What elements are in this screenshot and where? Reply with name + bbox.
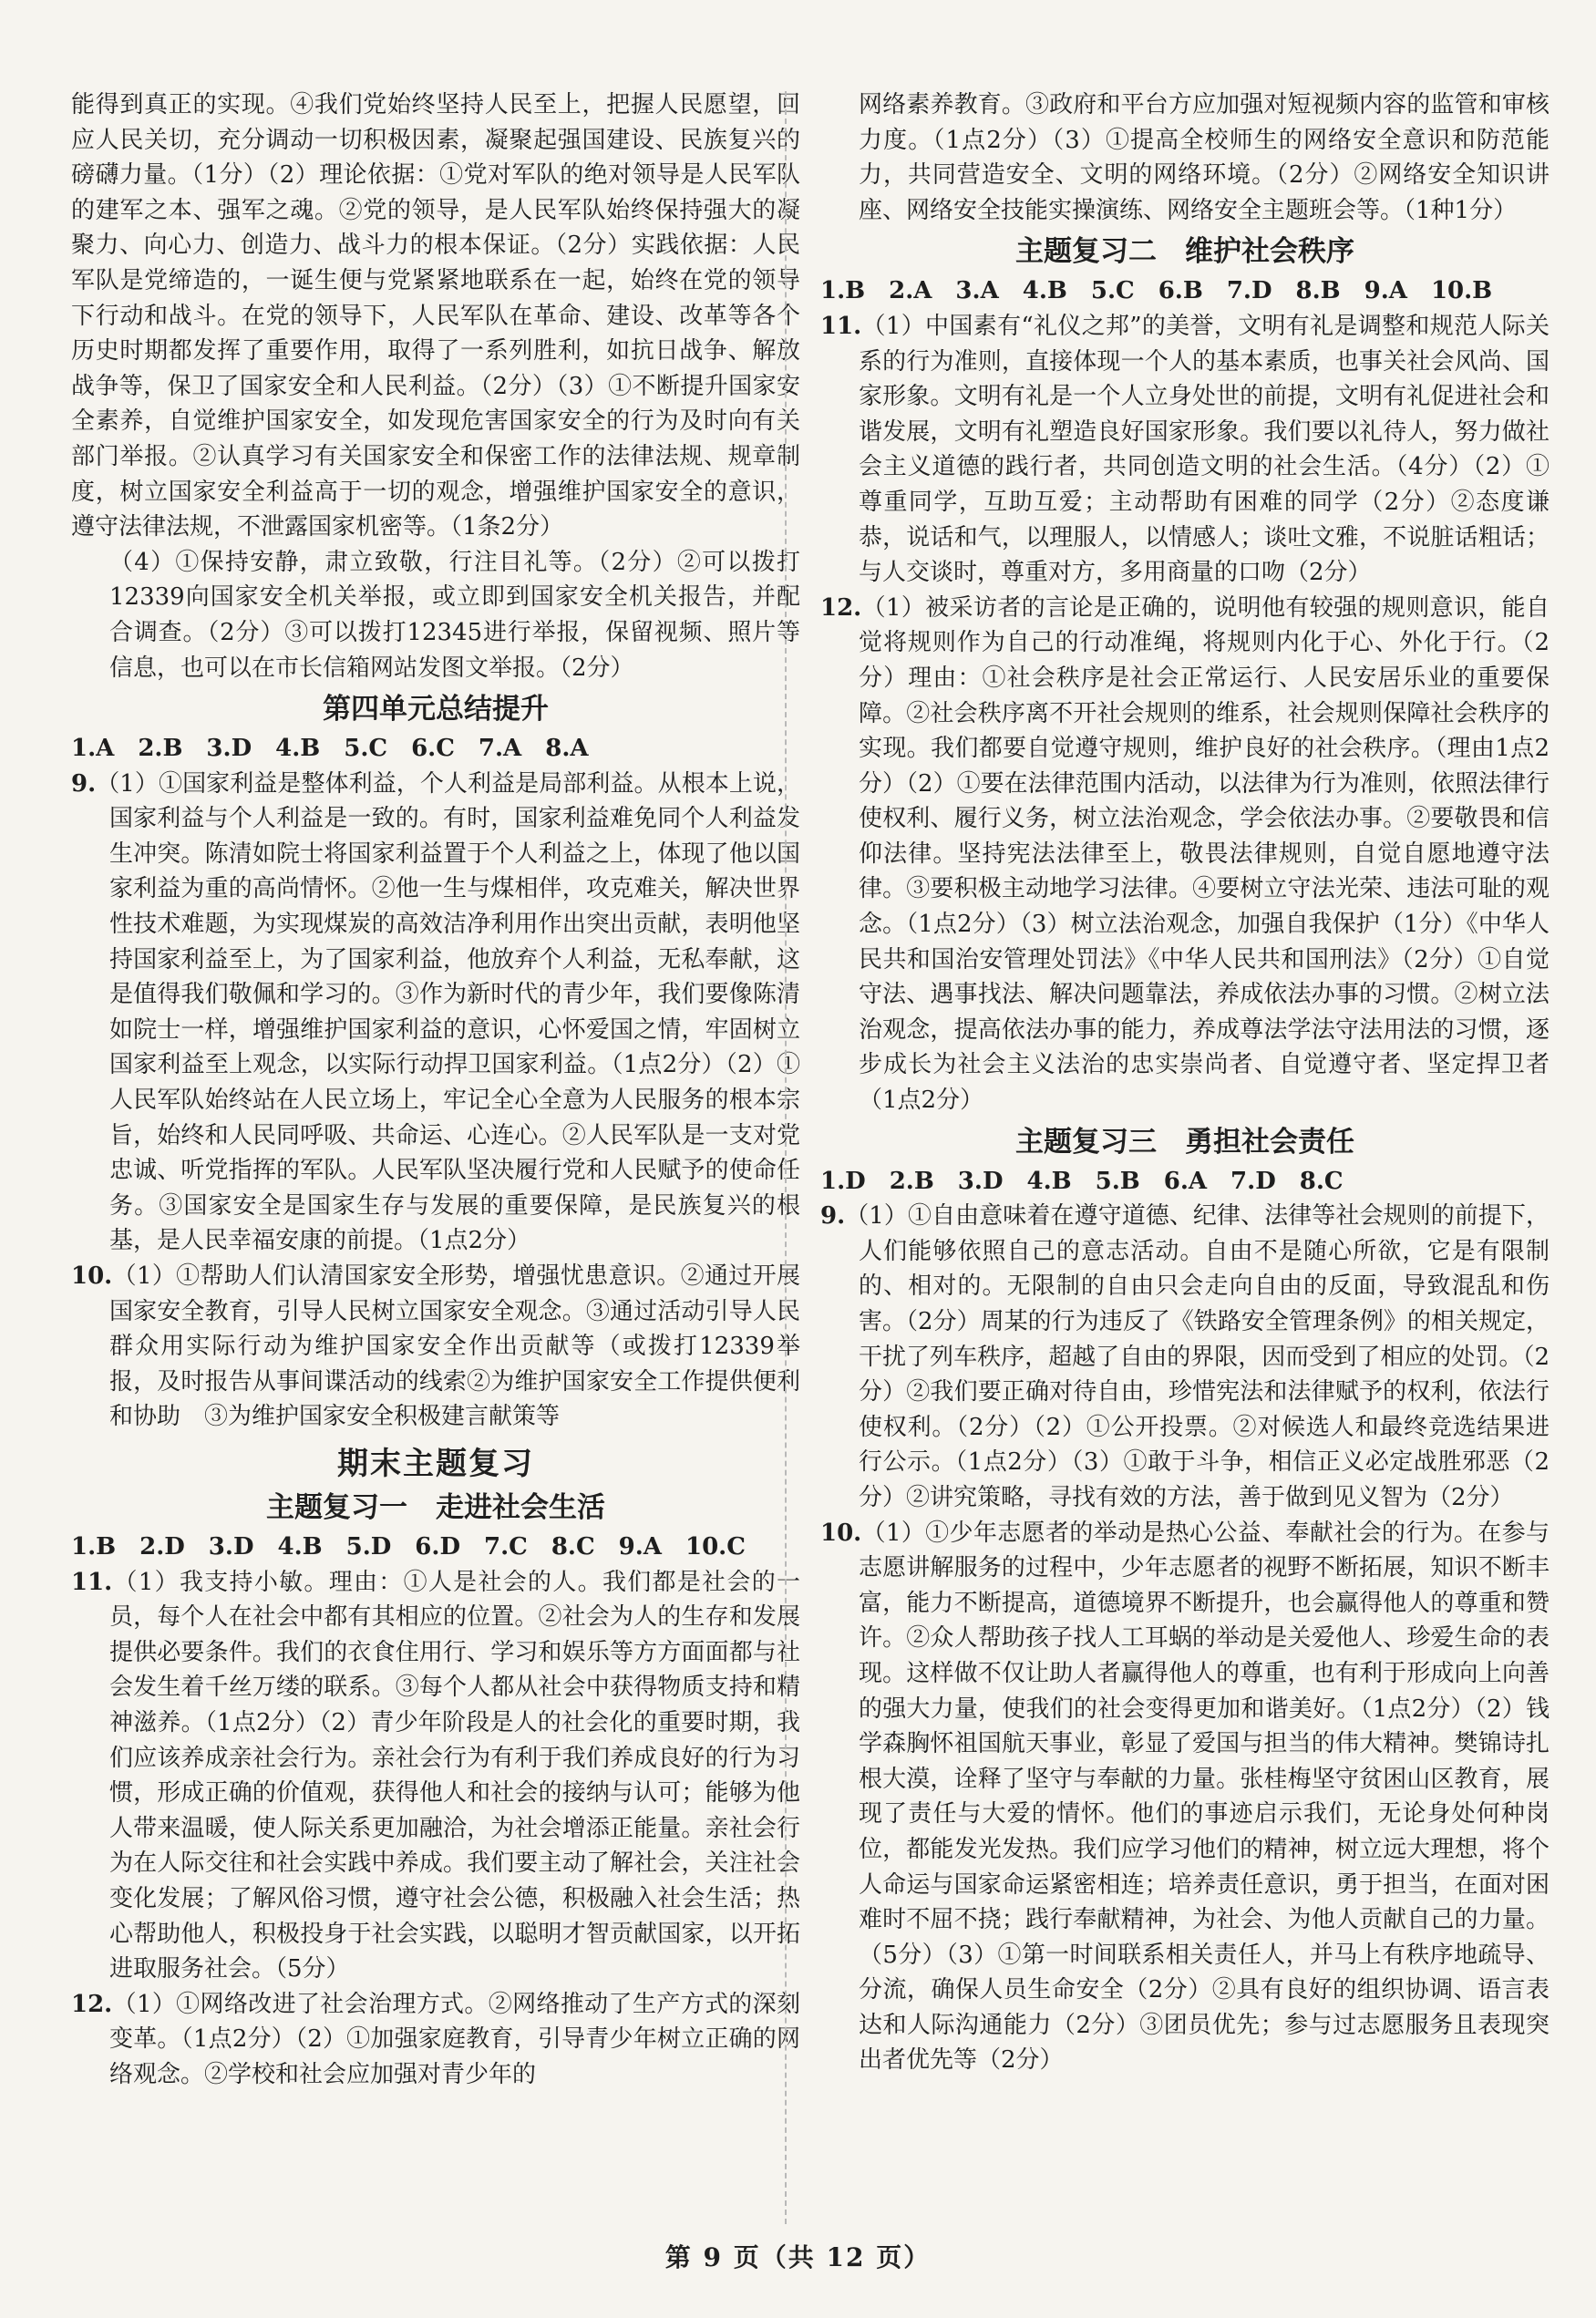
answer-continuation: 网络素养教育。③政府和平台方应加强对短视频内容的监管和审核力度。（1点2分）（3）①提高全校师生的网络安全意识和防范能力，共同营造安全、文明的网络环境。（2分）②网络安全知识讲座、网络安全技能实操演练、网络安全主题班会等。（1种1分） — [859, 91, 1550, 224]
answer-text: （1）①网络改进了社会治理方式。②网络推动了生产方式的深刻变革。（1点2分）（2）①加强家庭教育，引导青少年树立正确的网络观念。②学校和社会应加强对青少年的 — [109, 1990, 800, 2088]
question-answer — [820, 1199, 1550, 1515]
answer-continuation: （4）①保持安静，肃立致敬，行注目礼等。（2分）②可以拨打12339向国家安全机关举报，或立即到国家安全机关报告，并配合调查。（2分）③可以拨打12345进行举报，保留视频、照片等信息，也可以在市长信箱网站发图文举报。（2分） — [109, 548, 800, 682]
question-answer — [71, 1987, 800, 2093]
subsection-title: 主题复习一 走进社会生活 — [266, 1490, 605, 1524]
section-title: 期末主题复习 — [337, 1445, 534, 1482]
answer-text: （1）①国家利益是整体利益，个人利益是局部利益。从根本上说，国家利益与个人利益是一致的。有时，国家利益难免同个人利益发生冲突。陈清如院士将国家利益置于个人利益之上，体现了他以国家利益为重的高尚情怀。②他一生与煤相伴，攻克难关，解决世界性技术难题，为实现煤炭的高效洁净利用作出突出贡献，表明他坚持国家利益至上，为了国家利益，他放弃个人利益，无私奉献，这是值得我们敬佩和学习的。③作为新时代的青少年，我们要像陈清如院士一样，增强维护国家利益的意识，心怀爱国之情，牢固树立国家利益至上观念，以实际行动捍卫国家利益。（1点2分）（2）①人民军队始终站在人民立场上，牢记全心全意为人民服务的根本宗旨，始终和人民同呼吸、共命运、心连心。②人民军队是一支对党忠诚、听党指挥的军队。人民军队坚决履行党和人民赋予的使命任务。③国家安全是国家生存与发展的重要保障，是民族复兴的根基，是人民幸福安康的前提。（1点2分） — [96, 769, 800, 1255]
page-footer: 第 9 页（共 12 页） — [664, 2242, 932, 2272]
left-column — [71, 88, 800, 2092]
subsection-title: 第四单元总结提升 — [323, 693, 549, 726]
answer-paragraph: 能得到真正的实现。④我们党始终坚持人民至上，把握人民愿望，回应人民关切，充分调动一切积极因素，凝聚起强国建设、民族复兴的磅礴力量。（1分）（2）理论依据：①党对军队的绝对领导是人民军队的建军之本、强军之魂。②党的领导，是人民军队始终保持强大的凝聚力、向心力、创造力、战斗力的根本保证。（2分）实践依据：人民军队是党缔造的，一诞生便与党紧紧地联系在一起，始终在党的领导下行动和战斗。在党的领导下，人民军队在革命、建设、改革等各个历史时期都发挥了重要作用，取得了一系列胜利，如抗日战争、解放战争等，保卫了国家安全和人民利益。（2分）（3）①不断提升国家安全素养，自觉维护国家安全，如发现危害国家安全的行为及时向有关部门举报。②认真学习有关国家安全和保密工作的法律法规、规章制度，树立国家安全利益高于一切的观念，增强维护国家安全的意识，遵守法律法规，不泄露国家机密等。（1条2分） — [71, 91, 800, 541]
question-answer — [820, 309, 1550, 591]
subsection-title: 主题复习三 勇担社会责任 — [1015, 1125, 1354, 1159]
answer-text: （1）①帮助人们认清国家安全形势，增强忧患意识。②通过开展国家安全教育，引导人民树立国家安全观念。③通过活动引导人民群众用实际行动为维护国家安全作出贡献等（或拨打12339举报，及时报告从事间谍活动的线索②为维护国家安全工作提供便利和协助 ③为维护国家安全积极建言献策等 — [109, 1262, 800, 1431]
multiple-choice-answers: 1.B 2.D 3.D 4.B 5.D 6.D 7.C 8.C 9.A 10.C — [71, 1532, 746, 1561]
question-number: 9. — [71, 769, 97, 798]
question-number: 9. — [820, 1202, 846, 1231]
multiple-choice-answers: 1.A 2.B 3.D 4.B 5.C 6.C 7.A 8.A — [71, 735, 589, 763]
question-answer — [71, 767, 800, 1259]
question-number: 10. — [71, 1262, 113, 1290]
answer-text: （1）①自由意味着在遵守道德、纪律、法律等社会规则的前提下，人们能够依照自己的意志活动。自由不是随心所欲，它是有限制的、相对的。无限制的自由只会走向自由的反面，导致混乱和伤害。（2分）周某的行为违反了《铁路安全管理条例》的相关规定，干扰了列车秩序，超越了自由的界限，因而受到了相应的处罚。（2分）②我们要正确对待自由，珍惜宪法和法律赋予的权利，依法行使权利。（2分）（2）①公开投票。②对候选人和最终竞选结果进行公示。（1点2分）（3）①敢于斗争，相信正义必定战胜邪恶（2分）②讲究策略，寻找有效的方法，善于做到见义智为（2分） — [845, 1202, 1550, 1511]
question-answer — [820, 1516, 1550, 2079]
subsection-title: 主题复习二 维护社会秩序 — [1015, 235, 1354, 269]
answer-text: （1）①少年志愿者的举动是热心公益、奉献社会的行为。在参与志愿讲解服务的过程中，少年志愿者的视野不断拓展，知识不断丰富，能力不断提高，道德境界不断提升，也会赢得他人的尊重和赞许。②众人帮助孩子找人工耳蜗的举动是关爱他人、珍爱生命的表现。这样做不仅让助人者赢得他人的尊重，也有利于形成向上向善的强大力量，使我们的社会变得更加和谐美好。（1点2分）（2）钱学森胸怀祖国航天事业，彰显了爱国与担当的伟大精神。樊锦诗扎根大漠，诠释了坚守与奉献的力量。张桂梅坚守贫困山区教育，展现了责任与大爱的情怀。他们的事迹启示我们，无论身处何种岗位，都能发光发热。我们应学习他们的精神，树立远大理想，将个人命运与国家命运紧密相连；培养责任意识，勇于担当，在面对困难时不屈不挠；践行奉献精神，为社会、为他人贡献自己的力量。（5分）（3）①第一时间联系相关责任人，并马上有秩序地疏导、分流，确保人员生命安全（2分）②具有良好的组织协调、语言表达和人际沟通能力（2分）③团员优先；参与过志愿服务且表现突出者优先等（2分） — [859, 1519, 1550, 2075]
multiple-choice-answers: 1.D 2.B 3.D 4.B 5.B 6.A 7.D 8.C — [820, 1167, 1344, 1195]
question-answer — [71, 1565, 800, 1987]
answer-text: （1）我支持小敏。理由：①人是社会的人。我们都是社会的一员，每个人在社会中都有其相应的位置。②社会为人的生存和发展提供必要条件。我们的衣食住用行、学习和娱乐等方方面面都与社会发生着千丝万缕的联系。③每个人都从社会中获得物质支持和精神滋养。（1点2分）（2）青少年阶段是人的社会化的重要时期，我们应该养成亲社会行为。亲社会行为有利于我们养成良好的行为习惯，形成正确的价值观，获得他人和社会的接纳与认可；能够为他人带来温暖，使人际关系更加融洽，为社会增添正能量。亲社会行为在人际交往和社会实践中养成。我们要主动了解社会，关注社会变化发展；了解风俗习惯，遵守社会公德，积极融入社会生活；热心帮助他人，积极投身于社会实践，以聪明才智贡献国家，以开拓进取服务社会。（5分） — [109, 1568, 800, 1983]
answer-text: （1）被采访者的言论是正确的，说明他有较强的规则意识，能自觉将规则作为自己的行动准绳，将规则内化于心、外化于行。（2分）理由：①社会秩序是社会正常运行、人民安居乐业的重要保障。②社会秩序离不开社会规则的维系，社会规则保障社会秩序的实现。我们都要自觉遵守规则，维护良好的社会秩序。（理由1点2分）（2）①要在法律范围内活动，以法律为行为准则，依照法律行使权利、履行义务，树立法治观念，学会依法办事。②要敬畏和信仰法律。坚持宪法法律至上，敬畏法律规则，自觉自愿地遵守法律。③要积极主动地学习法律。④要树立守法光荣、违法可耻的观念。（1点2分）（3）树立法治观念，加强自我保护（1分）《中华人民共和国治安管理处罚法》《中华人民共和国刑法》（2分）①自觉守法、遇事找法、解决问题靠法，养成依法办事的习惯。②树立法治观念，提高依法办事的能力，养成尊法学法守法用法的习惯，逐步成长为社会主义法治的忠实崇尚者、自觉遵守者、坚定捍卫者（1点2分） — [859, 593, 1550, 1115]
question-answer — [820, 591, 1550, 1118]
answer-text: （1）中国素有“礼仪之邦”的美誉，文明有礼是调整和规范人际关系的行为准则，直接体现一个人的基本素质，也事关社会风尚、国家形象。文明有礼是一个人立身处世的前提，文明有礼促进社会和谐发展，文明有礼塑造良好国家形象。我们要以礼待人，努力做社会主义道德的践行者，共同创造文明的社会生活。（4分）（2）①尊重同学，互助互爱；主动帮助有困难的同学（2分）②态度谦恭，说话和气，以理服人，以情感人；谈吐文雅，不说脏话粗话；与人交谈时，尊重对方，多用商量的口吻（2分） — [859, 312, 1550, 587]
question-number: 12. — [71, 1990, 113, 2018]
question-answer — [71, 1259, 800, 1435]
question-number: 10. — [820, 1519, 862, 1547]
question-number: 11. — [71, 1568, 113, 1596]
multiple-choice-answers: 1.B 2.A 3.A 4.B 5.C 6.B 7.D 8.B 9.A 10.B — [820, 277, 1493, 305]
right-column — [820, 88, 1550, 2078]
question-number: 12. — [820, 593, 862, 622]
question-number: 11. — [820, 312, 862, 340]
column-divider — [785, 91, 787, 2224]
